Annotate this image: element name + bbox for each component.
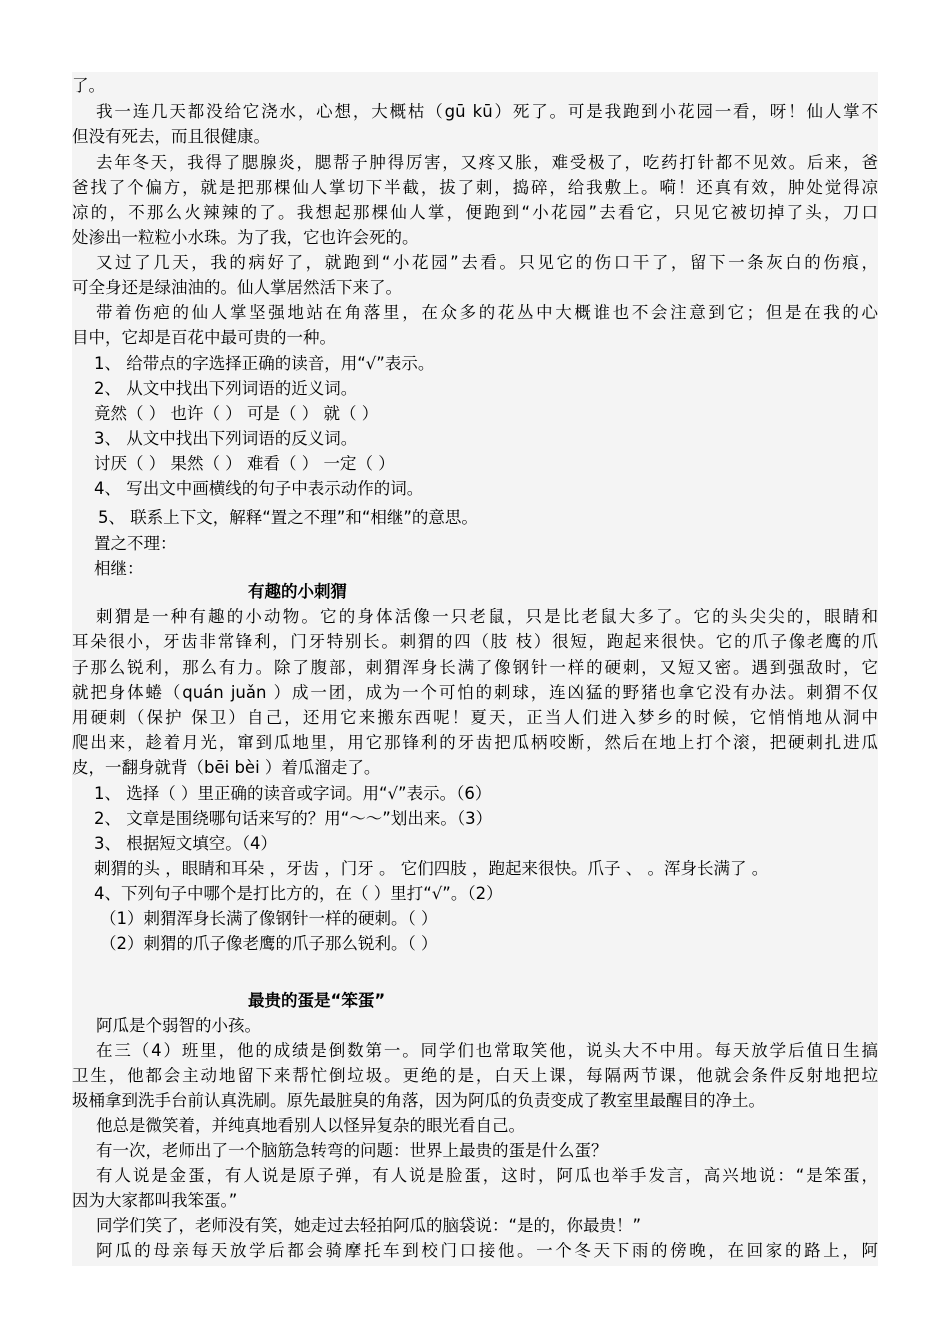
question-line: 相继：: [94, 559, 144, 578]
question-line: 1、 选择（ ）里正确的读音或字词。用“√”表示。（6）: [94, 784, 492, 803]
paragraph-line: 就把身体蜷（quán juǎn ）成一团，成为一个可怕的刺球，连凶猛的野猪也拿它没有办法。刺猬不仅: [72, 683, 878, 702]
question-line: （2）刺猬的爪子像老鹰的爪子那么锐利。（ ）: [100, 934, 438, 953]
question-line: 2、 从文中找出下列词语的近义词。: [94, 379, 358, 398]
paragraph-line: 处渗出一粒粒小水珠。为了我，它也许会死的。: [72, 228, 419, 247]
question-line: 1、 给带点的字选择正确的读音，用“√”表示。: [94, 354, 435, 373]
paragraph-line: 在三（4）班里，他的成绩是倒数第一。同学们也常取笑他，说头大不中用。每天放学后值日生搞: [96, 1041, 878, 1060]
paragraph-line: 凉的，不那么火辣辣的了。我想起那棵仙人掌，便跑到“小花园”去看它，只见它被切掉了头，刀口: [72, 203, 878, 222]
question-line: 5、 联系上下文，解释“置之不理”和“相继”的意思。: [98, 508, 478, 527]
paragraph-line: 爸找了个偏方，就是把那棵仙人掌切下半截，拔了刺，捣碎，给我敷上。嗬！还真有效，肿处觉得凉: [72, 178, 878, 197]
question-line: 4、 写出文中画横线的句子中表示动作的词。: [94, 479, 424, 498]
paragraph-line: 阿瓜是个弱智的小孩。: [96, 1016, 261, 1035]
paragraph-line: 有人说是金蛋，有人说是原子弹，有人说是脸蛋，这时，阿瓜也举手发言，高兴地说：“是笨蛋，: [96, 1166, 878, 1185]
question-line: 2、 文章是围绕哪句话来写的？用“～～”划出来。（3）: [94, 809, 493, 828]
paragraph-line: 了。: [72, 76, 105, 95]
paragraph-line: 他总是微笑着，并纯真地看别人以怪异复杂的眼光看自己。: [96, 1116, 525, 1135]
paragraph-line: 可全身还是绿油油的。仙人掌居然活下来了。: [72, 278, 402, 297]
paragraph-line: 目中，它却是百花中最可贵的一种。: [72, 328, 336, 347]
section-title: 最贵的蛋是“笨蛋”: [248, 991, 386, 1010]
question-line: 讨厌（ ） 果然（ ） 难看（ ） 一定（ ）: [94, 454, 395, 473]
paragraph-line: 爬出来，趁着月光，窜到瓜地里，用它那锋利的牙齿把瓜柄咬断，然后在地上打个滚，把硬刺扎进瓜: [72, 733, 878, 752]
question-line: （1）刺猬浑身长满了像钢针一样的硬刺。（ ）: [100, 909, 438, 928]
question-line: 4、下列句子中哪个是打比方的，在（ ）里打“√”。（2）: [94, 884, 503, 903]
question-line: 竟然（ ） 也许（ ） 可是（ ） 就（ ）: [94, 404, 379, 423]
paragraph-line: 又过了几天，我的病好了，就跑到“小花园”去看。只见它的伤口干了，留下一条灰白的伤痕，: [96, 253, 878, 272]
question-line: 3、 从文中找出下列词语的反义词。: [94, 429, 358, 448]
paragraph-line: 但没有死去，而且很健康。: [72, 127, 270, 146]
paragraph-line: 皮，一翻身就背（bēi bèi ）着瓜溜走了。: [72, 758, 381, 777]
section-title: 有趣的小刺猬: [248, 582, 347, 601]
fill-in-line: 刺猬的头 ，眼睛和耳朵 ，牙齿 ，门牙 。 它们四肢 ，跑起来很快。爪子 、 。浑身长满了 。: [94, 859, 769, 878]
paragraph-line: 去年冬天，我得了腮腺炎，腮帮子肿得厉害，又疼又胀，难受极了，吃药打针都不见效。后来，爸: [96, 153, 878, 172]
paragraph-line: 带着伤疤的仙人掌坚强地站在角落里，在众多的花丛中大概谁也不会注意到它；但是在我的心: [96, 303, 878, 322]
paragraph-line: 因为大家都叫我笨蛋。”: [72, 1191, 238, 1210]
paragraph-line: 刺猬是一种有趣的小动物。它的身体活像一只老鼠，只是比老鼠大多了。它的头尖尖的，眼睛和: [96, 607, 878, 626]
paragraph-line: 用硬刺（保护 保卫）自己，还用它来搬东西呢！夏天，正当人们进入梦乡的时候，它悄悄地从洞中: [72, 708, 878, 727]
paragraph-line: 卫生，他都会主动地留下来帮忙倒垃圾。更绝的是，白天上课，每隔两节课，他就会条件反射地把垃: [72, 1066, 878, 1085]
paragraph-line: 子那么锐利，那么有力。除了腹部，刺猬浑身长满了像钢针一样的硬刺，又短又密。遇到强敌时，它: [72, 658, 878, 677]
paragraph-line: 有一次，老师出了一个脑筋急转弯的问题：世界上最贵的蛋是什么蛋？: [96, 1141, 608, 1160]
question-line: 3、 根据短文填空。（4）: [94, 834, 277, 853]
paragraph-line: 圾桶拿到洗手台前认真洗刷。原先最脏臭的角落，因为阿瓜的负责变成了教室里最醒目的净土。: [72, 1091, 765, 1110]
paragraph-line: 耳朵很小，牙齿非常锋利，门牙特别长。刺猬的四（肢 枝）很短，跑起来很快。它的爪子像老鹰的爪: [72, 632, 878, 651]
question-line: 置之不理：: [94, 534, 177, 553]
paragraph-line: 阿瓜的母亲每天放学后都会骑摩托车到校门口接他。一个冬天下雨的傍晚，在回家的路上，阿: [96, 1241, 878, 1260]
paragraph-line: 同学们笑了，老师没有笑，她走过去轻拍阿瓜的脑袋说：“是的，你最贵！”: [96, 1216, 642, 1235]
paragraph-line: 我一连几天都没给它浇水，心想，大概枯（gū kū）死了。可是我跑到小花园一看，呀！仙人掌不: [96, 102, 878, 121]
